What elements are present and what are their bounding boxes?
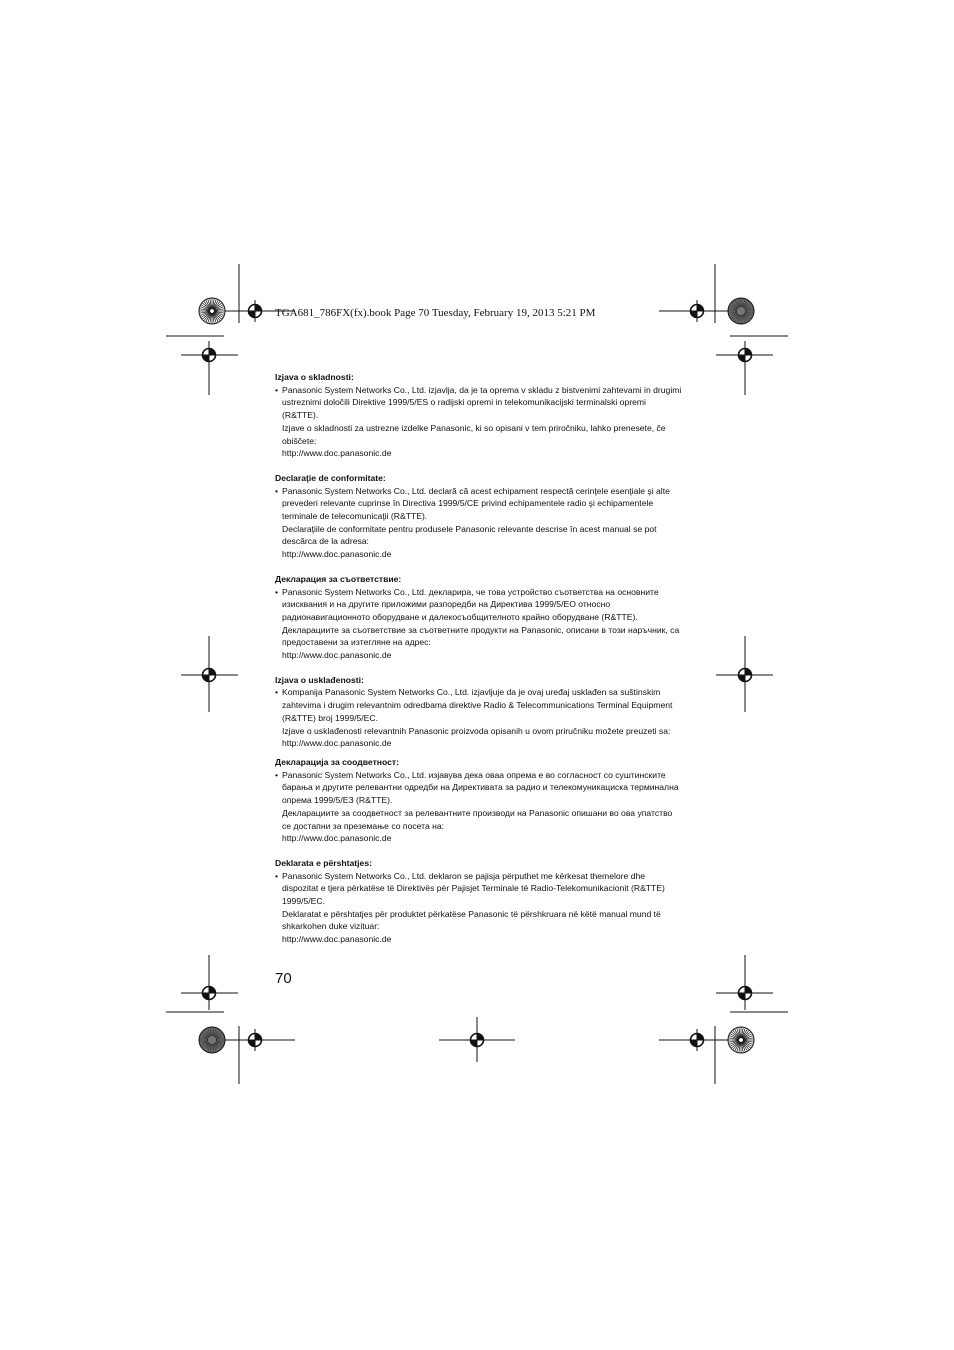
bullet-glyph: • [275,586,279,597]
download-text: Deklaratat e përshtatjes për produktet përkatëse Panasonic të përshkruara në këtë manual mund të shkarkohen duke vizituar: [282,908,661,932]
section-title: Izjava o skladnosti: [275,372,354,382]
bullet-item [275,384,683,460]
download-text: Izjave o skladnosti za ustrezne izdelke Panasonic, ki so opisani v tem priročniku, lahko prenesete, če obiščete: [282,422,666,446]
statement-text: Panasonic System Networks Co., Ltd. декларира, че това устройство съответства на основните изисквания и на другите приложими разпоредби на Директива 1999/5/ЕО относно радионавигационното оборудване и далекосъобщителното крайно оборудване (R&TTE). [282,586,659,622]
bullet-item [275,485,683,561]
registration-mark [198,982,220,1004]
registration-mark [734,344,756,366]
registration-mark [466,1029,488,1051]
bullet-glyph: • [275,384,279,395]
bullet-item [275,586,683,662]
download-text: Declaraţiile de conformitate pentru produsele Panasonic relevante descrise în acest manual se pot descărca de la adresa: [282,523,657,547]
star-target-mark [199,1027,225,1053]
registration-mark [198,664,220,686]
statement-text: Panasonic System Networks Co., Ltd. declară că acest echipament respectă cerinţele esenţiale şi alte prevederi relevante cuprinse în Directiva 1999/5/CE privind echipamentele radio şi echipamentele terminale de telecomunicaţii (R&TTE). [282,485,670,522]
bullet-glyph: • [275,687,279,698]
section-romanian [275,472,683,561]
download-url[interactable]: http://www.doc.panasonic.de [282,549,392,560]
section-bulgarian [275,573,683,662]
download-text: Декларациите за съответствие за съответните продукти на Panasonic, описани в този наръчник, са предоставени за изтегляне на адрес: [282,624,680,648]
statement-text: Panasonic System Networks Co., Ltd. deklaron se pajisja përputhet me kërkesat themelore dhe dispozitat e tjera përkatëse të Direktivës për Pajisjet Terminale të Radio-Telekomunikacionit (R&TTE) 1999/5/EC. [282,870,665,907]
registration-mark [198,344,220,366]
star-target-mark [728,298,754,324]
registration-mark [244,1029,266,1051]
star-target-mark [728,1027,754,1053]
star-target-mark [199,298,225,324]
download-url[interactable]: http://www.doc.panasonic.de [282,833,392,844]
registration-mark [686,1029,708,1051]
bullet-glyph: • [275,769,279,780]
bullet-glyph: • [275,870,279,881]
download-text: Izjave o usklađenosti relevantnih Panasonic proizvoda opisanih u ovom priručniku možete preuzeti sa: [282,725,671,736]
page-number: 70 [275,970,292,987]
download-text: Декларациите за соодветност за релевантните производи на Panasonic опишани во ова упатство се достапни за преземање со посета на: [282,807,673,831]
download-url[interactable]: http://www.doc.panasonic.de [282,650,392,661]
section-serbian [275,674,683,750]
statement-text: Kompanija Panasonic System Networks Co., Ltd. izjavljuje da je ovaj uređaj usklađen sa suštinskim zahtevima i drugim relevantnim odredbama direktive Radio & Telecommunications Terminal Equipment (R&TTE) broj 1999/5/EC. [282,687,673,723]
download-url[interactable]: http://www.doc.panasonic.de [282,934,392,945]
running-head: TGA681_786FX(fx).book Page 70 Tuesday, February 19, 2013 5:21 PM [275,307,596,319]
section-title: Izjava o usklađenosti: [275,674,364,685]
registration-mark [734,664,756,686]
statement-text: Panasonic System Networks Co., Ltd. izjavlja, da je ta oprema v skladu z bistvenimi zahtevami in drugimi ustreznimi določili Direktive 1999/5/ES o radijski opremi in telekomunikacijski terminalski opremi (R&TTE). [282,384,682,421]
registration-mark [734,982,756,1004]
section-slovenian [275,371,683,460]
bullet-item [275,686,683,750]
section-title: Declaraţie de conformitate: [275,472,386,483]
download-url[interactable]: http://www.doc.panasonic.de [282,448,392,459]
declarations-content [275,371,683,946]
registration-mark [244,300,266,322]
bullet-item [275,769,683,845]
section-macedonian [275,756,683,845]
download-url[interactable]: http://www.doc.panasonic.de [282,738,392,749]
statement-text: Panasonic System Networks Co., Ltd. изјавува дека оваа опрема е во согласност со суштинските барања и другите релевантни одредби на Директивата за радио и телекомуникациска терминална опрема 1999/5/EЗ (R&TTE). [282,769,679,806]
section-title: Декларация за съответствие: [275,573,402,584]
section-title: Декларација за соодветност: [275,756,399,767]
bullet-glyph: • [275,485,279,496]
bullet-item [275,870,683,946]
section-albanian [275,857,683,946]
section-title: Deklarata e përshtatjes: [275,857,372,868]
